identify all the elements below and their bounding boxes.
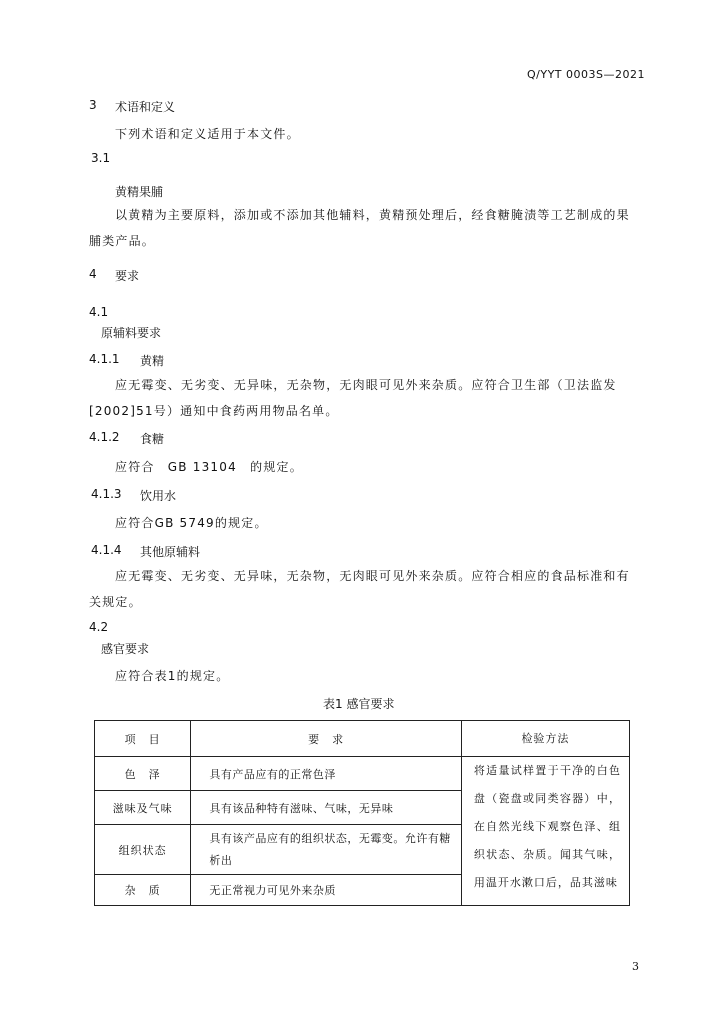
table-row [95, 757, 630, 791]
clause-4-1-4-title: 其他原辅料 [140, 545, 201, 559]
term-title: 黄精果脯 [115, 185, 164, 199]
page-number: 3 [632, 960, 639, 973]
clause-4-1-2-text: 应符合 GB 13104 的规定。 [115, 460, 303, 474]
sensory-requirements-table [94, 720, 630, 906]
table-header-method: 检验方法 [461, 721, 629, 757]
section-3-number: 3 [89, 98, 97, 112]
table-header-requirement: 要 求 [191, 721, 462, 757]
clause-4-1-1-title: 黄精 [140, 354, 165, 368]
document-code: Q/YYT 0003S—2021 [527, 68, 645, 81]
row-req-impurity: 无正常视力可见外来杂质 [191, 875, 462, 906]
clause-4-1-3-text: 应符合GB 5749的规定。 [115, 516, 268, 530]
table-header-row [95, 721, 630, 757]
section-4-title: 要求 [115, 269, 140, 283]
clause-4-1-2-title: 食糖 [140, 432, 165, 446]
row-item-impurity: 杂 质 [95, 875, 191, 906]
clause-4-1-2-number: 4.1.2 [89, 430, 120, 444]
term-definition: 以黄精为主要原料，添加或不添加其他辅料，黄精预处理后，经食糖腌渍等工艺制成的果脯类产品。 [89, 208, 630, 248]
row-item-taste: 滋味及气味 [95, 791, 191, 825]
clause-4-1-1-number: 4.1.1 [89, 352, 120, 366]
subsection-4-2-title: 感官要求 [101, 642, 150, 656]
row-req-texture: 具有该产品应有的组织状态，无霉变。允许有糖析出 [191, 825, 462, 875]
table-caption: 表1 感官要求 [323, 697, 395, 711]
row-req-taste: 具有该品种特有滋味、气味，无异味 [191, 791, 462, 825]
section-3-intro: 下列术语和定义适用于本文件。 [115, 127, 300, 141]
subsection-4-1-number: 4.1 [89, 305, 109, 319]
subsection-4-2-text: 应符合表1的规定。 [115, 669, 230, 683]
subsection-3-1-number: 3.1 [91, 151, 111, 165]
clause-4-1-4-text: 应无霉变、无劣变、无异味，无杂物，无肉眼可见外来杂质。应符合相应的食品标准和有关规定。 [89, 569, 630, 609]
row-req-color: 具有产品应有的正常色泽 [191, 757, 462, 791]
inspection-method: 将适量试样置于干净的白色盘（瓷盘或同类容器）中，在自然光线下观察色泽、组织状态、杂质。闻其气味，用温开水漱口后，品其滋味 [461, 757, 629, 906]
clause-4-1-1-text: 应无霉变、无劣变、无异味，无杂物，无肉眼可见外来杂质。应符合卫生部（卫法监发[2002]51号）通知中食药两用物品名单。 [89, 378, 617, 418]
section-3-title: 术语和定义 [115, 100, 176, 114]
subsection-4-2-number: 4.2 [89, 620, 109, 634]
row-item-texture: 组织状态 [95, 825, 191, 875]
clause-4-1-4-number: 4.1.4 [91, 543, 122, 557]
clause-4-1-3-number: 4.1.3 [91, 487, 122, 501]
clause-4-1-3-title: 饮用水 [140, 489, 177, 503]
row-item-color: 色 泽 [95, 757, 191, 791]
table-header-item: 项 目 [95, 721, 191, 757]
subsection-4-1-title: 原辅料要求 [101, 326, 162, 340]
section-4-number: 4 [89, 267, 97, 281]
